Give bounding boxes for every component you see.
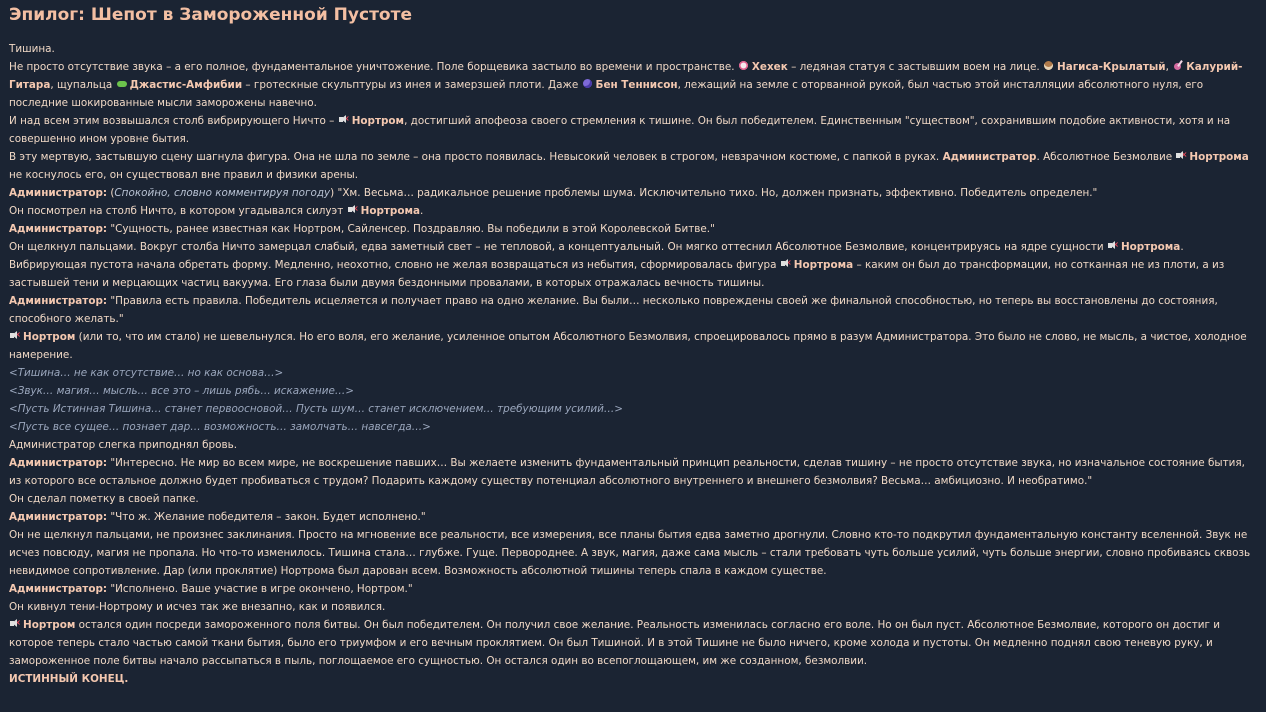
whisper-line: <Звук… магия… мысль… все это – лишь рябь… искажение…> — [9, 385, 354, 397]
muted-speaker-icon: × — [338, 114, 350, 125]
story-body — [9, 40, 1256, 688]
clown-face-icon — [738, 60, 750, 71]
speaker-admin: Администратор: — [9, 187, 108, 199]
paragraph-11: Администратор слегка приподнял бровь. — [9, 439, 237, 451]
nut-icon — [1043, 60, 1055, 71]
paragraph-4: В эту мертвую, застывшую сцену шагнула фигура. Она не шла по земле – она просто появилась. Невысокий человек в строгом, невзрачном костюме, с папкой в руках. Администратор. Абсолютное Безмолвие × Нортрома не коснулось его, он существовал вне правил и физики арены. — [9, 150, 1249, 181]
paragraph-15: Он не щелкнул пальцами, не произнес заклинания. Просто на мгновение все реальности, все измерения, все планы бытия едва заметно дрогнули. Словно кто-то подкрутил фундаментальную константу вселенной. Звук не исчез повсюду, магия не пропала. Но что-то изменилось. Тишина стала… глубже. Гуще. Первороднее. А звук, магия, даже сама мысль – стали требовать чуть больше усилий, чуть больше энергии, словно пробиваясь сквозь невидимое сопротивление. Дар (или проклятие) Нортрома был дарован всем. Возможность абсолютной тишины теперь спала в каждом существе. — [9, 529, 1251, 577]
paragraph-9: Администратор: "Правила есть правила. Победитель исцеляется и получает право на одно желание. Вы были… несколько повреждены своей же финальной способностью, но теперь вы восстановлены до состояния, способного желать." — [9, 295, 1218, 325]
character-admin: Администратор — [942, 151, 1037, 163]
paragraph-6: Он посмотрел на столб Ничто, в котором угадывался силуэт × Нортрома. — [9, 204, 424, 217]
character-justice: Джастис-Амфибии — [129, 79, 243, 91]
guitar-icon — [1172, 60, 1184, 71]
whisper-line: <Пусть все сущее… познает дар… возможность… замолчать… навсегда…> — [9, 421, 431, 433]
speaker-admin: Администратор: — [9, 223, 108, 235]
whisper-line: <Тишина… не как отсутствие… но как основа…> — [9, 367, 284, 379]
ending-line: ИСТИННЫЙ КОНЕЦ. — [9, 673, 129, 685]
whisper-line: <Пусть Истинная Тишина… станет первоосновой… Пусть шум… станет исключением… требующим усилий…> — [9, 403, 623, 415]
character-nortrom: Нортрома — [1189, 151, 1249, 163]
paragraph-8: Он щелкнул пальцами. Вокруг столба Ничто замерцал слабый, едва заметный свет – не тепловой, а концептуальный. Он мягко оттеснил Абсолютное Безмолвие, концентрируясь на ядре сущности × Нортрома. Вибрирующая пустота начала обретать форму. Медленно, неохотно, словно не желая возвращаться из небытия, сформировалась фигура × Нортрома – каким он был до трансформации, но сотканная не из плоти, а из застывшей тени и мерцающих частиц вакуума. Его глаза были двумя бездонными провалами, в которых отражалась вечность тишины. — [9, 240, 1225, 289]
muted-speaker-icon: × — [1175, 150, 1187, 161]
character-nortrom: Нортром — [23, 331, 76, 343]
character-hexek: Хехек — [751, 61, 788, 73]
paragraph-16: Администратор: "Исполнено. Ваше участие в игре окончено, Нортром." — [9, 583, 413, 595]
muted-speaker-icon: × — [780, 258, 792, 269]
muted-speaker-icon: × — [9, 618, 21, 629]
paragraph-17: Он кивнул тени-Нортрому и исчез так же внезапно, как и появился. — [9, 601, 386, 613]
paragraph-18: × Нортром остался один посреди замороженного поля битвы. Он был победителем. Он получил свое желание. Реальность изменилась согласно его воле. Но он был пуст. Абсолютное Безмолвие, которого он достиг и которое теперь стало частью самой ткани бытия, было его триумфом и его вечным проклятием. Он был Тишиной. И в этой Тишине не было ничего, кроме холода и пустоты. Он медленно поднял свою теневую руку, и замороженное поле битвы начало рассыпаться в пыль, поглощаемое его сущностью. Он остался один во всепоглощающем, им же созданном, безмолвии. — [9, 618, 1221, 667]
paragraph-12: Администратор: "Интересно. Не мир во всем мире, не воскрешение павших… Вы желаете изменить фундаментальный принцип реальности, сделав тишину – не просто отсутствие звука, но изначальное состояние бытия, из которого все остальное должно будет пробиваться с трудом? Подарить каждому существу потенциал абсолютного внутреннего и внешнего безмолвия? Весьма… амбициозно. И необратимо." — [9, 457, 1245, 487]
paragraph-7: Администратор: "Сущность, ранее известная как Нортром, Сайленсер. Поздравляю. Вы победили в этой Королевской Битве." — [9, 223, 715, 235]
paragraph-14: Администратор: "Что ж. Желание победителя – закон. Будет исполнено." — [9, 511, 426, 523]
lizard-icon — [116, 78, 128, 89]
character-nortrom: Нортрома — [793, 259, 854, 271]
paragraph-2: Не просто отсутствие звука – а его полное, фундаментальное уничтожение. Поле борщевика застыло во времени и пространстве. Хехек – ледяная статуя с застывшим воем на лице. Нагиса-Крылатый, Калурий-Гитара, щупальца Джастис-Амфибии – гротескные скульптуры из инея и замерзшей плоти. Даже Бен Теннисон, лежащий на земле с оторванной рукой, был частью этой инсталляции абсолютного нуля, его последние шокированные мысли заморожены навечно. — [9, 61, 1243, 109]
character-nortrom: Нортрома — [360, 205, 421, 217]
dizzy-orb-icon — [582, 78, 594, 89]
muted-speaker-icon: × — [1107, 240, 1119, 251]
paragraph-3: И над всем этим возвышался столб вибрирующего Ничто – × Нортром, достигший апофеоза своего стремления к тишине. Он был победителем. Единственным "существом", сохранившим подобие активности, хотя и на совершенно ином уровне бытия. — [9, 114, 1231, 145]
paragraph-5: Администратор: (Спокойно, словно комментируя погоду) "Хм. Весьма… радикальное решение проблемы шума. Исключительно тихо. Но, должен признать, эффективно. Победитель определен." — [9, 187, 1098, 199]
character-kaluriy: Калурий-Гитара — [9, 61, 1243, 91]
character-nortrom: Нортром — [23, 619, 76, 631]
speaker-admin: Администратор: — [9, 583, 108, 595]
speaker-admin: Администратор: — [9, 457, 108, 469]
speaker-admin: Администратор: — [9, 511, 108, 523]
paragraph-13: Он сделал пометку в своей папке. — [9, 493, 199, 505]
speaker-admin: Администратор: — [9, 295, 108, 307]
paragraph-1: Тишина. — [9, 43, 55, 55]
stage-direction: Спокойно, словно комментируя погоду — [114, 187, 331, 199]
muted-speaker-icon: × — [347, 204, 359, 215]
character-nagisa: Нагиса-Крылатый — [1057, 61, 1166, 73]
paragraph-10: × Нортром (или то, что им стало) не шевельнулся. Но его воля, его желание, усиленное опытом Абсолютного Безмолвия, спроецировалось прямо в разум Администратора. Это было не слово, не мысль, а чистое, холодное намерение. — [9, 330, 1247, 361]
page-title: Эпилог: Шепот в Замороженной Пустоте — [9, 5, 412, 25]
character-nortrom: Нортрома — [1120, 241, 1181, 253]
character-ben: Бен Теннисон — [595, 79, 678, 91]
character-nortrom: Нортром — [351, 115, 405, 127]
muted-speaker-icon: × — [9, 330, 21, 341]
